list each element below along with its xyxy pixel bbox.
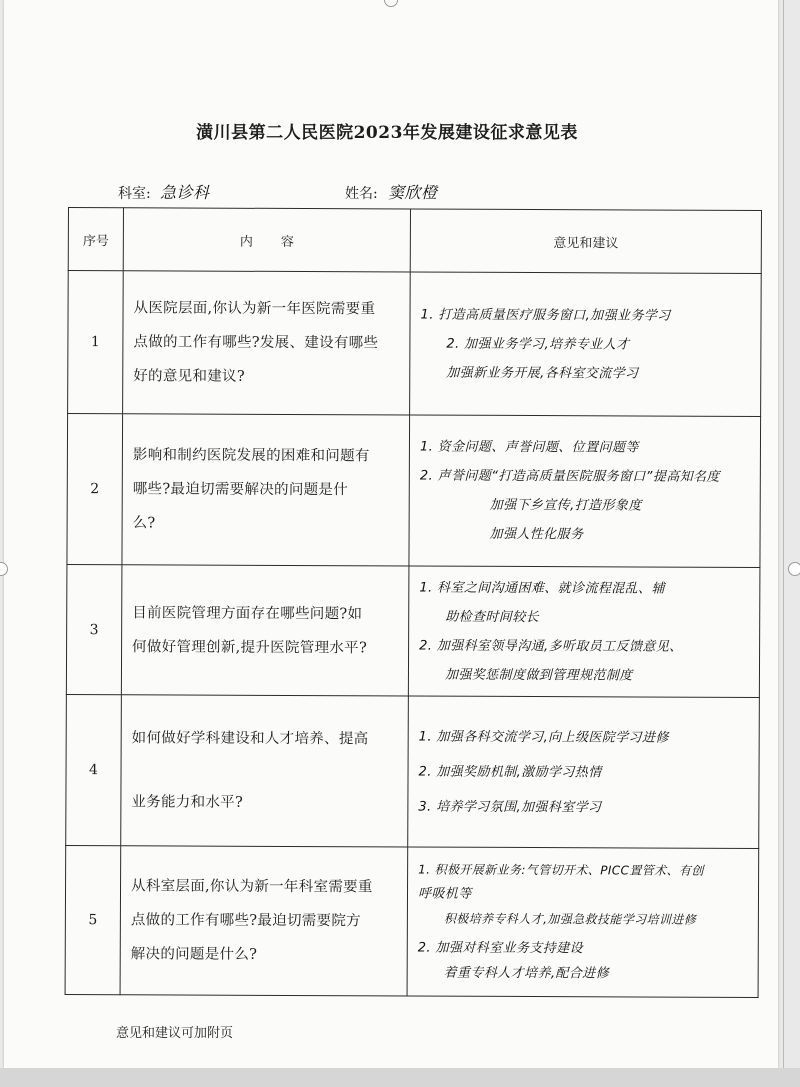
question-line: 影响和制约医院发展的困难和问题有 [132,447,370,465]
row-answer [407,847,759,998]
answer-line: 1. 积极开展新业务:气管切开术、PICC置管术、有创 [418,862,704,878]
question-line: 目前医院管理方面存在哪些问题?如 [132,604,363,622]
department-value: 急诊科 [160,183,210,202]
answer-line: 加强奖惩制度做到管理规范制度 [444,667,633,684]
row-question [122,414,410,566]
question-line: 哪些?最迫切需要解决的问题是什 [132,481,349,499]
header-suggestions: 意见和建议 [410,209,761,274]
row-question [121,565,409,696]
answer-line: 2. 加强奖励机制,激励学习热情 [418,764,602,780]
row-answer [410,272,762,416]
scan-edge-line [783,0,784,1068]
department-label: 科室: [118,186,151,202]
question-line: 点做的工作有哪些?最迫切需要院方 [130,912,361,930]
name-value: 窦欣橙 [388,183,438,202]
name-label: 姓名: [345,186,378,202]
answer-line: 加强新业务开展,各科室交流学习 [446,365,639,382]
answer-line: 2. 加强业务学习,培养专业人才 [446,336,630,353]
table-row-4 [66,695,760,849]
page-title: 潢川县第二人民医院2023年发展建设征求意见表 [196,123,578,143]
answer-line: 2. 加强科室领导沟通,多听取员工反馈意见、 [419,638,683,655]
row-question [123,271,411,415]
answer-line: 着重专科人才培养,配合进修 [443,965,610,981]
answer-line: 2. 加强对科室业务支持建设 [417,940,583,956]
table-row-2 [67,414,761,568]
header-index: 序号 [68,208,123,272]
answer-line: 加强下乡宣传,打造形象度 [489,498,642,514]
question-line: 从科室层面,你认为新一年科室需要重 [131,878,373,896]
opinion-table [65,207,762,998]
header-content: 内容 [123,208,410,273]
table-header-row [68,208,761,274]
question-line: 何做好管理创新,提升医院管理水平? [132,638,368,656]
answer-line: 助检查时间较长 [445,609,540,625]
question-line: 如何做好学科建设和人才培养、提高 [131,730,369,748]
answer-line: 加强人性化服务 [489,527,584,543]
question-line: 好的意见和建议? [133,368,245,386]
row-index: 3 [66,565,122,695]
row-index: 2 [67,414,123,565]
answer-line: 1. 科室之间沟通困难、就诊流程混乱、辅 [419,580,665,597]
answer-line: 积极培养专科人才,加强急救技能学习培训进修 [443,911,697,927]
row-question [121,695,409,847]
row-index: 5 [65,846,121,995]
row-answer [408,566,760,697]
question-line: 解决的问题是什么? [130,946,258,963]
answer-line: 1. 资金问题、声誉问题、位置问题等 [419,439,639,456]
footer-note: 意见和建议可加附页 [116,1026,234,1041]
answer-line: 3. 培养学习氛围,加强科室学习 [418,799,602,815]
crop-handle-right[interactable] [788,562,800,576]
answer-line: 呼吸机等 [417,886,472,902]
table-row-5 [65,846,759,998]
row-question [120,846,408,996]
table-row-1 [68,271,762,417]
answer-line: 1. 加强各科交流学习,向上级医院学习进修 [418,729,669,746]
answer-line: 2. 声誉问题“打造高质量医院服务窗口”提高知名度 [419,468,720,486]
answer-line: 1. 打造高质量医疗服务窗口,加强业务学习 [420,307,671,324]
question-line: 点做的工作有哪些?发展、建设有哪些 [133,334,379,352]
question-line: 么? [132,515,156,532]
question-line: 从医院层面,你认为新一年医院需要重 [133,300,376,318]
row-index: 4 [66,695,122,846]
scan-bottom-strip [0,1068,800,1087]
row-answer [408,696,760,848]
question-line: 业务能力和水平? [131,794,244,811]
row-index: 1 [68,271,124,414]
table-row-3 [66,565,760,698]
row-answer [409,415,761,567]
